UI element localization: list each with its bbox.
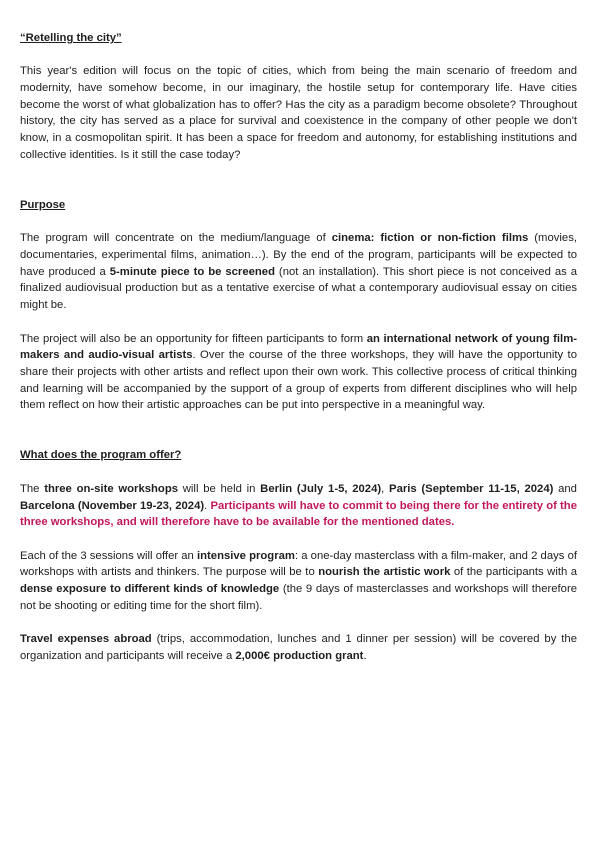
text-run: The project will also be an opportunity for fifteen participants to form [20, 332, 367, 345]
purpose-paragraph-1 [20, 230, 577, 314]
emphasis-three-workshops: three on-site workshops [44, 482, 179, 495]
purpose-paragraph-2 [20, 331, 577, 415]
emphasis-network: an international network of young film-makers and audio-visual artists [20, 332, 578, 362]
section-heading-purpose: Purpose [20, 198, 66, 211]
text-run: of the participants with a [450, 566, 577, 579]
offer-paragraph-1 [20, 481, 577, 531]
emphasis-barcelona: Barcelona (November 19-23, 2024) [20, 499, 205, 512]
text-run: The program will concentrate on the medium/language of [20, 232, 332, 245]
document-page [20, 30, 577, 665]
text-run: Each of the 3 sessions will offer an [20, 549, 197, 562]
commitment-notice: Participants will have to commit to being there for the entirety of the three workshops, and will therefore have to be available for the mentioned dates. [20, 499, 577, 529]
text-run: (not an installation). This short piece is not conceived as a finalized audiovisual production but as a tentative exercise of what a contemporary audiovisual essay on cities might be. [20, 265, 577, 312]
text-run: The [20, 482, 45, 495]
text-run: will be held in [178, 482, 261, 495]
section-heading-retelling: “Retelling the city” [20, 32, 122, 44]
text-run: : a one-day masterclass with a film-maker, and 2 days of workshops with artists and thinkers. The purpose will be to [20, 549, 577, 579]
emphasis-intensive-program: intensive program [196, 549, 295, 562]
offer-paragraph-2 [20, 548, 577, 615]
text-run: (the 9 days of masterclasses and workshops will therefore not be shooting or editing time for the short film). [20, 583, 577, 612]
text-run: , [381, 482, 390, 495]
offer-paragraph-3 [20, 631, 577, 664]
emphasis-cinema: cinema: fiction or non-fiction films [331, 232, 529, 245]
text-run: . [363, 649, 367, 662]
emphasis-production-grant: 2,000€ production grant [235, 649, 364, 662]
section-heading-offer: What does the program offer? [20, 449, 182, 462]
emphasis-paris: Paris (September 11-15, 2024) [389, 482, 554, 495]
text-run: . [204, 499, 211, 512]
emphasis-5-minute-piece: 5-minute piece to be screened [109, 265, 275, 278]
emphasis-travel-expenses: Travel expenses abroad [20, 633, 152, 646]
emphasis-dense-exposure: dense exposure to different kinds of knowledge [20, 583, 280, 596]
text-run: . Over the course of the three workshops, they will have the opportunity to share their projects with other artists and reflect upon their own work. This collective process of critical thinking and learning will be accompanied by the support of a group of experts from different disciplines who will help them reflect on how their artistic approaches can be put into perspective in a meaningful way. [20, 349, 577, 412]
emphasis-berlin: Berlin (July 1-5, 2024) [260, 482, 382, 495]
text-run: (trips, accommodation, lunches and 1 dinner per session) will be covered by the organization and participants will receive a [20, 633, 577, 662]
text-run: and [553, 482, 577, 495]
text-run: (movies, documentaries, experimental films, animation…). By the end of the program, participants will be expected to have produced a [20, 232, 577, 278]
retelling-paragraph: This year's edition will focus on the topic of cities, which from being the main scenario of freedom and modernity, have somehow become, in our imaginary, the hostile setup for contemporary life. Have cities become the worst of what globalization has to offer? Has the city as a paradigm become obsolete? Throughout history, the city has served as a place for survival and coexistence in the company of other people we don't know, in a cosmopolitan spirit. It has been a space for freedom and autonomy, for establishing institutions and collective identities. Is it still the case today? [20, 65, 577, 161]
emphasis-nourish: nourish the artistic work [318, 566, 451, 579]
